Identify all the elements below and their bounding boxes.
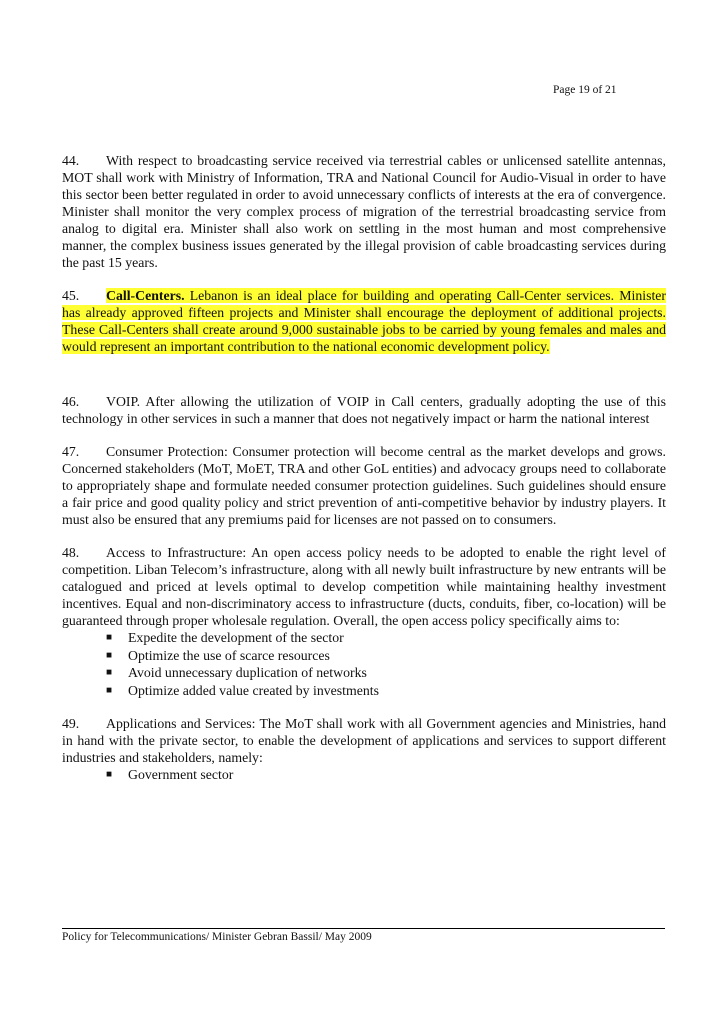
square-bullet-icon: ■ <box>106 632 113 643</box>
paragraph-46 <box>62 393 666 427</box>
paragraph-number: 46. <box>62 394 80 409</box>
paragraph-number: 47. <box>62 444 80 459</box>
square-bullet-icon: ■ <box>106 649 113 661</box>
paragraph-number: 45. <box>62 288 80 303</box>
paragraph-number: 48. <box>62 545 80 560</box>
list-item: ■ Optimize added value created by investments <box>106 682 379 698</box>
highlighted-text: Lebanon is an ideal place for building and operating Call-Center services. Minister has already approved fifteen projects and Minister shall encourage the deployment of additional projects. These Call-Centers shall create around 9,000 sustainable jobs to be carried by young females and males and would represent an important contribution to the national economic development policy. <box>62 288 667 354</box>
paragraph-text: VOIP. After allowing the utilization of VOIP in Call centers, gradually adopting the use of this technology in other services in such a manner that does not negatively impact or harm the national interest <box>62 394 666 426</box>
document-body <box>62 152 666 800</box>
bullet-list-48 <box>62 629 666 699</box>
paragraph-45 <box>62 287 666 355</box>
footer-text: Policy for Telecommunications/ Minister Gebran Bassil/ May 2009 <box>62 931 372 943</box>
paragraph-text: With respect to broadcasting service received via terrestrial cables or unlicensed satellite antennas, MOT shall work with Ministry of Information, TRA and National Council for Audio-Visual in order to have this sector been better regulated in order to avoid unnecessary conflicts of interests at the era of convergence. Minister shall monitor the very complex process of migration of the terrestrial broadcasting service from analog to digital era. Minister shall also work on settling in the most human and most comprehensive manner, the complex business issues generated by the illegal provision of cable broadcasting services during the past 15 years. <box>62 153 666 270</box>
list-item: ■ Expedite the development of the sector <box>106 630 344 645</box>
highlighted-heading: Call-Centers. <box>106 288 185 303</box>
footer-divider <box>62 928 665 929</box>
paragraph-text: Access to Infrastructure: An open access policy needs to be adopted to enable the right level of competition. Liban Telecom’s infrastructure, along with all newly built infrastructure by new entrants will be catalogued and priced at levels optimal to develop competition while maintaining healthy investment incentives. Equal and non-discriminatory access to infrastructure (ducts, conduits, fiber, co-location) will be guaranteed through proper wholesale regulation. Overall, the open access policy specifically aims to: <box>62 545 666 628</box>
paragraph-number: 49. <box>62 716 80 731</box>
page-number: Page 19 of 21 <box>553 84 617 96</box>
square-bullet-icon: ■ <box>106 769 113 780</box>
paragraph-text: Consumer Protection: Consumer protection will become central as the market develops and grows. Concerned stakeholders (MoT, MoET, TRA and other GoL entities) and advocacy groups need to collaborate to appropriately shape and formulate needed consumer protection guidelines. Such guidelines should ensure a fair price and good quality policy and strict prevention of anti-competitive behavior by industry players. It must also be ensured that any premiums paid for licenses are not passed on to consumers. <box>62 444 666 527</box>
bullet-list-49 <box>62 766 666 784</box>
list-item: ■ Avoid unnecessary duplication of networks <box>106 665 367 680</box>
paragraph-text: Applications and Services: The MoT shall work with all Government agencies and Ministries, hand in hand with the private sector, to enable the development of applications and services to support different industries and stakeholders, namely: <box>62 716 666 765</box>
paragraph-48 <box>62 544 666 629</box>
square-bullet-icon: ■ <box>106 684 113 696</box>
paragraph-47 <box>62 443 666 528</box>
list-item: ■ Optimize the use of scarce resources <box>106 647 330 663</box>
paragraph-number: 44. <box>62 153 80 168</box>
paragraph-49 <box>62 715 666 766</box>
list-item: ■ Government sector <box>106 767 234 782</box>
square-bullet-icon: ■ <box>106 667 113 678</box>
paragraph-44 <box>62 152 666 271</box>
